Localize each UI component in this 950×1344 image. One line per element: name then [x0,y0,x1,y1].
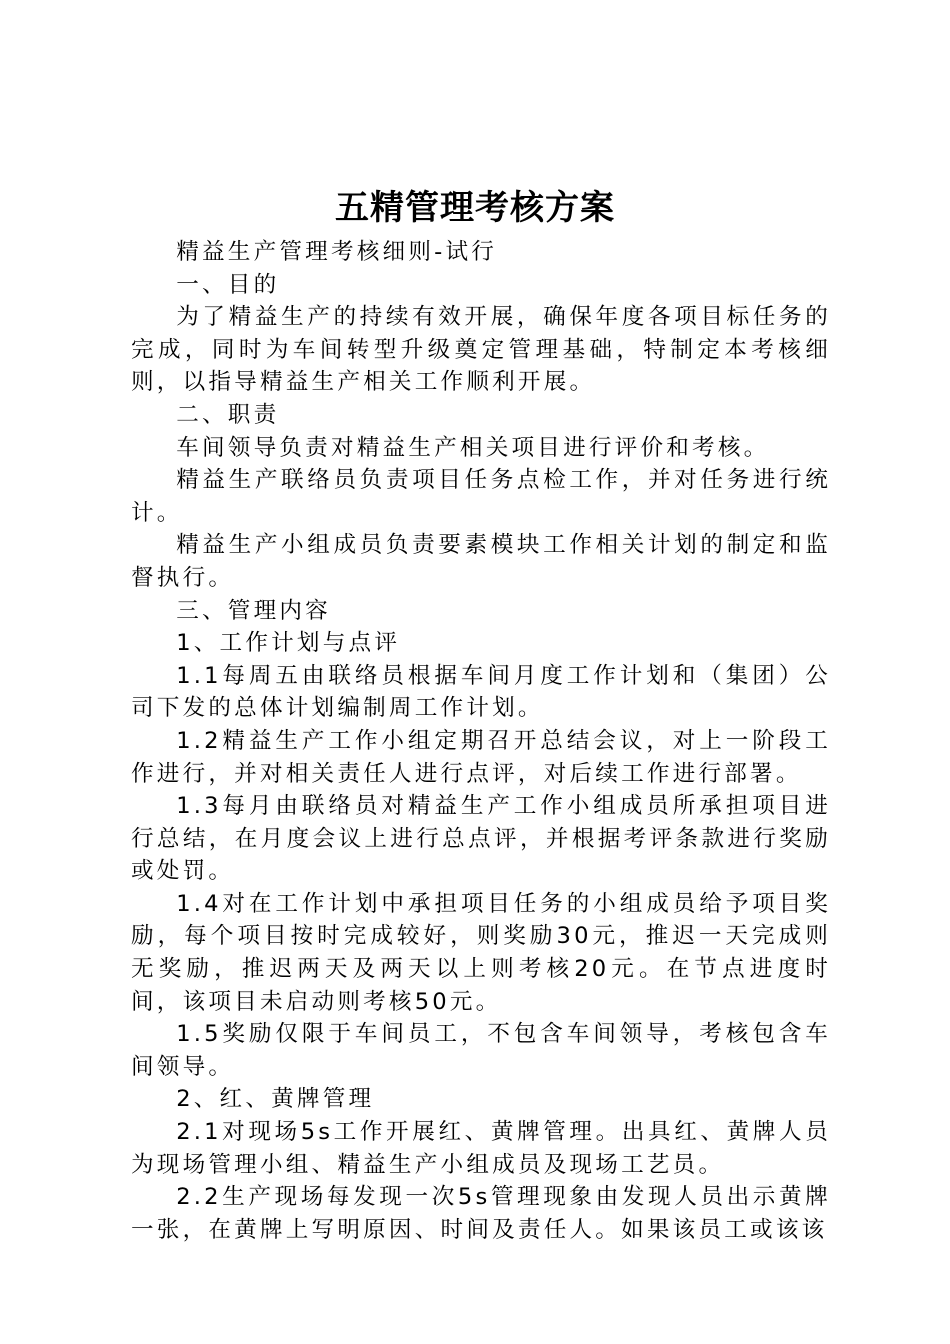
paragraph-leader-duty: 车间领导负责对精益生产相关项目进行评价和考核。 [176,434,770,461]
document-body [131,236,831,1246]
paragraph-purpose: 为了精益生产的持续有效开展，确保年度各项目标任务的完成，同时为车间转型升级奠定管理基础，特制定本考核细则，以指导精益生产相关工作顺利开展。 [131,304,831,396]
clause-2-2: 2.2生产现场每发现一次5s管理现象由发现人员出示黄牌一张，在黄牌上写明原因、时间及责任人。如果该员工或该该 [131,1184,831,1243]
section-heading-purpose: 一、目的 [176,271,280,298]
clause-1-3: 1.3每月由联络员对精益生产工作小组成员所承担项目进行总结，在月度会议上进行总点评，并根据考评条款进行奖励或处罚。 [131,793,831,885]
subsection-heading-plan-review: 1、工作计划与点评 [176,630,401,657]
clause-1-5: 1.5奖励仅限于车间员工，不包含车间领导，考核包含车间领导。 [131,1021,831,1080]
clause-2-1: 2.1对现场5s工作开展红、黄牌管理。出具红、黄牌人员为现场管理小组、精益生产小组成员及现场工艺员。 [131,1119,831,1178]
clause-1-2: 1.2精益生产工作小组定期召开总结会议，对上一阶段工作进行，并对相关责任人进行点评，对后续工作进行部署。 [131,727,831,787]
clause-1-4: 1.4对在工作计划中承担项目任务的小组成员给予项目奖励，每个项目按时完成较好，则奖励30元，推迟一天完成则无奖励，推迟两天及两天以上则考核20元。在节点进度时间，该项目未启动则考核50元。 [131,890,831,1015]
section-heading-management: 三、管理内容 [176,597,331,624]
subsection-heading-cards: 2、红、黄牌管理 [176,1086,375,1113]
paragraph-liaison-duty: 精益生产联络员负责项目任务点检工作，并对任务进行统计。 [131,467,831,526]
document-title: 五精管理考核方案 [335,188,615,228]
section-heading-responsibilities: 二、职责 [176,401,280,428]
paragraph-member-duty: 精益生产小组成员负责要素模块工作相关计划的制定和监督执行。 [131,532,831,591]
subtitle-paragraph: 精益生产管理考核细则-试行 [176,239,498,265]
clause-1-1: 1.1每周五由联络员根据车间月度工作计划和（集团）公司下发的总体计划编制周工作计划。 [131,662,831,722]
